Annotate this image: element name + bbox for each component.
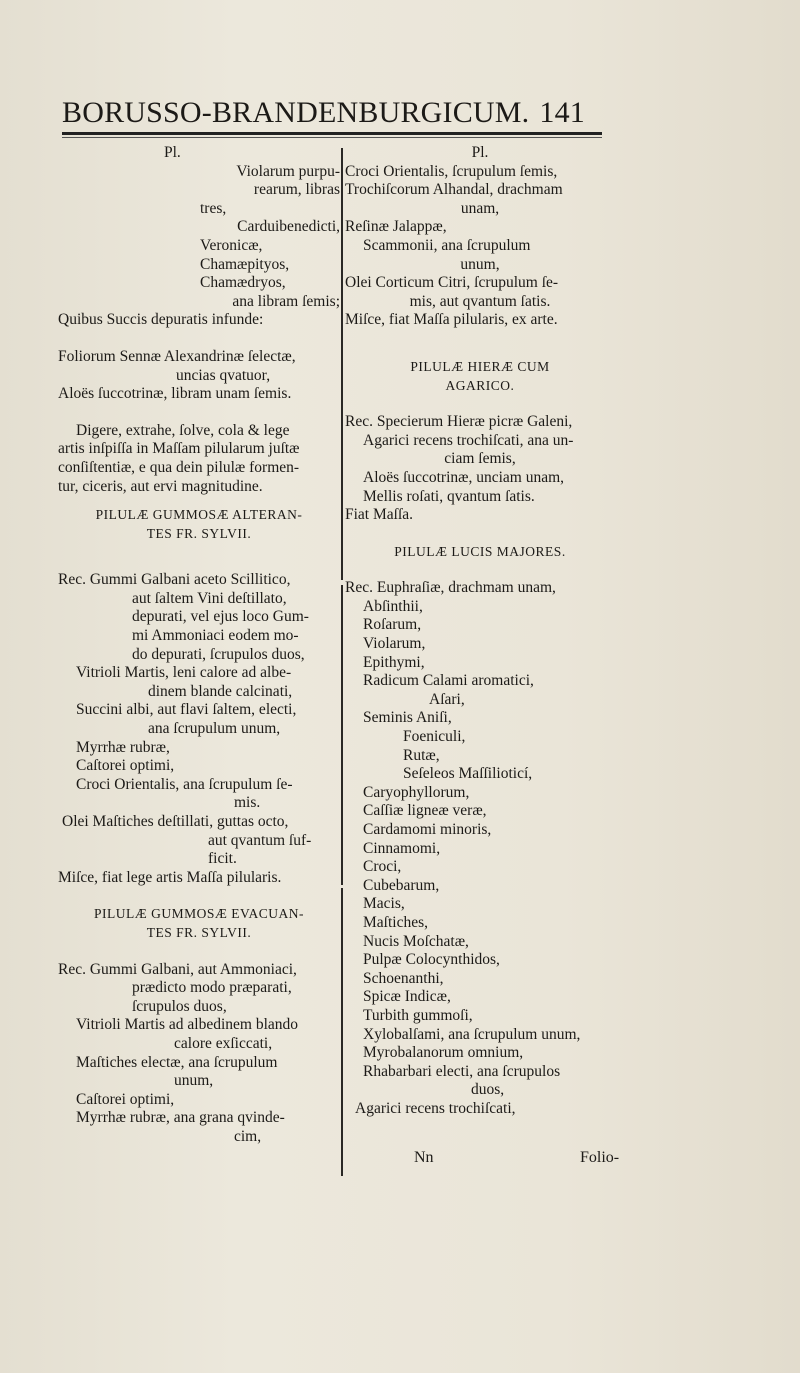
section-heading: PILULÆ HIERÆ CUM: [410, 358, 550, 374]
text-line: Xylobalſami, ana ſcrupulum unum,: [363, 1025, 581, 1043]
text-line: Myrrhæ rubræ, ana grana qvinde-: [76, 1109, 285, 1127]
text-line: Macis,: [363, 895, 405, 913]
text-line: Cinnamomi,: [363, 839, 441, 857]
text-line: Miſce, fiat lege artis Maſſa pilularis.: [58, 868, 282, 886]
text-line: Digere, extrahe, ſolve, cola & lege: [76, 421, 290, 439]
text-line: Mellis roſati, qvantum ſatis.: [363, 487, 535, 505]
text-line: Rutæ,: [403, 746, 440, 764]
text-line: Nucis Moſchatæ,: [363, 932, 469, 950]
text-line: Myrrhæ rubræ,: [76, 738, 170, 756]
text-line: prædicto modo præparati,: [132, 979, 292, 997]
text-line: Caſſiæ ligneæ veræ,: [363, 802, 487, 820]
text-line: Chamæpityos,: [200, 255, 290, 273]
text-line: rearum, libras: [253, 181, 340, 199]
text-line: duos,: [471, 1081, 505, 1099]
text-line: Caſtorei optimi,: [76, 1090, 175, 1108]
text-line: Rec. Specierum Hieræ picræ Galeni,: [345, 413, 573, 431]
text-line: Foliorum Sennæ Alexandrinæ ſelectæ,: [58, 347, 296, 365]
text-line: Fiat Maſſa.: [345, 506, 414, 524]
text-line: Myrobalanorum omnium,: [363, 1044, 524, 1062]
text-line: Miſce, fiat Maſſa pilularis, ex arte.: [345, 311, 558, 329]
text-line: Rec. Gummi Galbani aceto Scillitico,: [58, 571, 291, 589]
text-line: cim,: [234, 1127, 262, 1145]
text-line: calore exſiccati,: [174, 1034, 273, 1052]
right-column: [345, 144, 615, 1119]
text-line: Spicæ Indicæ,: [363, 988, 451, 1006]
text-line: Schoenanthi,: [363, 969, 444, 987]
text-line: Succini albi, aut flavi ſaltem, electi,: [76, 701, 297, 719]
section-heading: PILULÆ GUMMOSÆ EVACUAN-: [93, 906, 305, 922]
text-line: do depurati, ſcrupulos duos,: [132, 645, 305, 663]
text-line: Seminis Aniſi,: [363, 709, 452, 727]
text-line: Croci Orientalis, ſcrupulum ſemis,: [345, 162, 558, 180]
text-line: Caſtorei optimi,: [76, 757, 175, 775]
text-line: Foeniculi,: [403, 728, 466, 746]
text-line: Rec. Euphraſiæ, drachmam unam,: [345, 579, 556, 597]
prescription-sign: Pl.: [471, 144, 489, 161]
section-heading: PILULÆ GUMMOSÆ ALTERAN-: [95, 507, 303, 523]
text-line: Turbith gummoſi,: [363, 1006, 473, 1024]
section-heading: AGARICO.: [445, 377, 515, 393]
text-line: Violarum,: [363, 635, 426, 653]
text-line: ana libram ſemis;: [232, 292, 340, 310]
text-line: tres,: [200, 199, 227, 217]
text-line: Rec. Gummi Galbani, aut Ammoniaci,: [58, 960, 297, 978]
text-line: aut ſaltem Vini deſtillato,: [132, 589, 287, 607]
catchword: Folio-: [580, 1149, 620, 1166]
running-header: [62, 96, 602, 130]
text-line: ſcrupulos duos,: [132, 997, 227, 1015]
running-title: BORUSSO-BRANDENBURGICUM.: [62, 96, 530, 129]
section-heading: TES FR. SYLVII.: [146, 525, 252, 541]
column-divider: [341, 888, 343, 1176]
text-line: dinem blande calcinati,: [148, 682, 293, 700]
text-line: Vitrioli Martis ad albedinem blando: [76, 1016, 299, 1034]
section-heading: TES FR. SYLVII.: [146, 924, 252, 940]
text-line: Maſtiches,: [363, 913, 428, 931]
text-line: depurati, vel ejus loco Gum-: [132, 608, 309, 626]
text-line: Violarum purpu-: [236, 162, 340, 180]
text-line: ciam ſemis,: [444, 450, 516, 468]
header-rule-thin: [62, 137, 602, 138]
signature-mark: Nn: [414, 1149, 434, 1166]
text-line: conſiſtentiæ, e qua dein pilulæ formen-: [58, 458, 300, 476]
text-line: Roſarum,: [363, 616, 422, 634]
text-line: artis inſpiſſa in Maſſam pilularum juſtæ: [58, 440, 300, 458]
text-line: unam,: [460, 199, 500, 217]
text-line: Maſtiches electæ, ana ſcrupulum: [76, 1053, 278, 1071]
text-line: mis.: [234, 794, 261, 812]
left-column: [58, 144, 340, 1147]
text-line: Abſinthii,: [363, 597, 423, 615]
text-line: Pulpæ Colocynthidos,: [363, 951, 500, 969]
section-heading: PILULÆ LUCIS MAJORES.: [394, 543, 566, 559]
text-line: Agarici recens trochiſcati, ana un-: [363, 431, 574, 449]
text-line: aut qvantum ſuf-: [208, 831, 312, 849]
column-divider: [341, 585, 343, 885]
text-line: unum,: [460, 255, 500, 273]
text-line: Cubebarum,: [363, 876, 440, 894]
prescription-sign: Pl.: [164, 144, 181, 161]
text-line: Veronicæ,: [200, 236, 263, 254]
text-line: Agarici recens trochiſcati,: [355, 1099, 516, 1117]
text-line: Aloës ſuccotrinæ, unciam unam,: [363, 468, 565, 486]
text-line: Croci Orientalis, ana ſcrupulum ſe-: [76, 775, 293, 793]
text-line: ana ſcrupulum unum,: [148, 720, 281, 738]
text-line: Cardamomi minoris,: [363, 821, 492, 838]
text-line: Radicum Calami aromatici,: [363, 672, 534, 690]
text-line: Caryophyllorum,: [363, 783, 470, 801]
text-line: Olei Maſtiches deſtillati, guttas octo,: [62, 813, 289, 830]
text-line: Aloës ſuccotrinæ, libram unam ſemis.: [58, 385, 292, 403]
text-line: mis, aut qvantum ſatis.: [409, 292, 551, 310]
text-line: Trochiſcorum Alhandal, drachmam: [345, 181, 563, 199]
text-line: Olei Corticum Citri, ſcrupulum ſe-: [345, 274, 559, 292]
text-line: Seſeleos Maſſilioticí,: [403, 765, 533, 783]
text-line: tur, ciceris, aut ervi magnitudine.: [58, 477, 263, 495]
text-line: Chamædryos,: [200, 274, 286, 292]
text-line: mi Ammoniaci eodem mo-: [132, 627, 299, 645]
text-line: Vitrioli Martis, leni calore ad albe-: [76, 664, 292, 682]
text-line: unum,: [174, 1072, 214, 1090]
text-line: Rhabarbari electi, ana ſcrupulos: [363, 1062, 561, 1080]
text-line: Quibus Succis depuratis infunde:: [58, 311, 264, 329]
text-line: Epithymi,: [363, 653, 425, 671]
text-line: Scammonii, ana ſcrupulum: [363, 236, 531, 254]
header-rule: [62, 132, 602, 135]
text-line: Croci,: [363, 858, 402, 876]
text-line: Carduibenedicti,: [237, 218, 340, 236]
text-line: Aſari,: [429, 690, 465, 708]
text-line: uncias qvatuor,: [176, 366, 271, 384]
text-line: Reſinæ Jalappæ,: [345, 218, 447, 236]
page-number: 141: [539, 96, 585, 129]
text-line: ficit.: [208, 850, 237, 868]
column-divider: [341, 148, 343, 580]
